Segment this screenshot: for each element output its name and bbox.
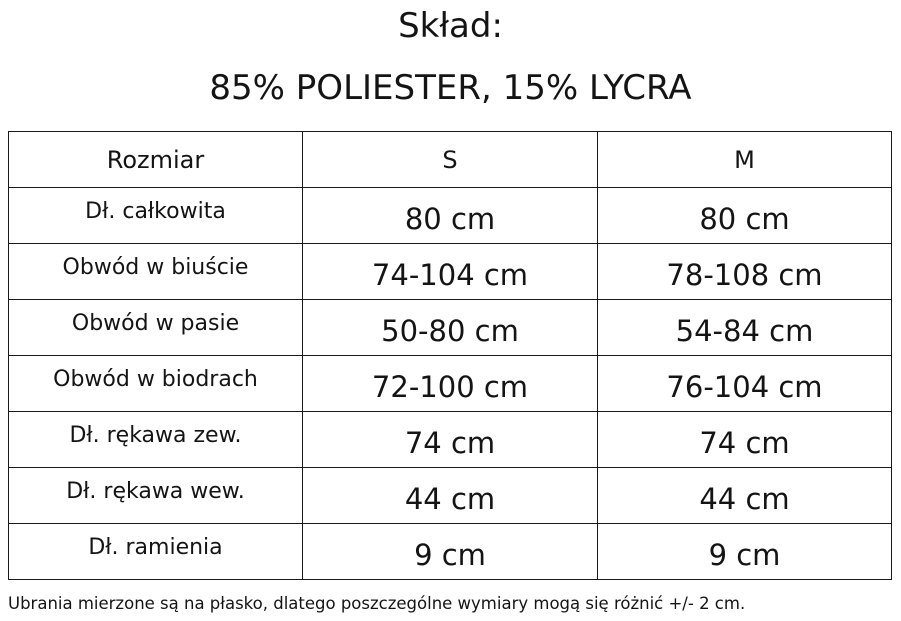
value-size-m: 76-104 cm bbox=[598, 356, 892, 412]
value-size-m: 78-108 cm bbox=[598, 244, 892, 300]
row-label: Dł. całkowita bbox=[9, 188, 303, 244]
table-header-row bbox=[9, 132, 892, 188]
row-label: Obwód w biodrach bbox=[9, 356, 303, 412]
measurement-note: Ubrania mierzone są na płasko, dlatego poszczególne wymiary mogą się różnić +/- 2 cm. bbox=[8, 594, 746, 613]
value-size-s: 72-100 cm bbox=[303, 356, 598, 412]
header-size-m: M bbox=[598, 132, 892, 188]
table-row bbox=[9, 188, 892, 244]
row-label: Dł. rękawa zew. bbox=[9, 412, 303, 468]
row-label: Dł. rękawa wew. bbox=[9, 468, 303, 524]
value-size-s: 44 cm bbox=[303, 468, 598, 524]
row-label: Obwód w pasie bbox=[9, 300, 303, 356]
value-size-m: 80 cm bbox=[598, 188, 892, 244]
composition-title: Skład: bbox=[398, 6, 503, 46]
value-size-s: 50-80 cm bbox=[303, 300, 598, 356]
value-size-s: 9 cm bbox=[303, 524, 598, 580]
value-size-s: 80 cm bbox=[303, 188, 598, 244]
size-chart-table bbox=[8, 131, 892, 580]
value-size-s: 74 cm bbox=[303, 412, 598, 468]
value-size-m: 44 cm bbox=[598, 468, 892, 524]
value-size-m: 54-84 cm bbox=[598, 300, 892, 356]
table-row bbox=[9, 300, 892, 356]
value-size-m: 74 cm bbox=[598, 412, 892, 468]
table-row bbox=[9, 468, 892, 524]
row-label: Obwód w biuście bbox=[9, 244, 303, 300]
table-row bbox=[9, 244, 892, 300]
header-size-s: S bbox=[303, 132, 598, 188]
table-row bbox=[9, 524, 892, 580]
table-row bbox=[9, 356, 892, 412]
value-size-m: 9 cm bbox=[598, 524, 892, 580]
row-label: Dł. ramienia bbox=[9, 524, 303, 580]
table-row bbox=[9, 412, 892, 468]
value-size-s: 74-104 cm bbox=[303, 244, 598, 300]
composition-materials: 85% POLIESTER, 15% LYCRA bbox=[209, 68, 692, 108]
header-size-label: Rozmiar bbox=[9, 132, 303, 188]
